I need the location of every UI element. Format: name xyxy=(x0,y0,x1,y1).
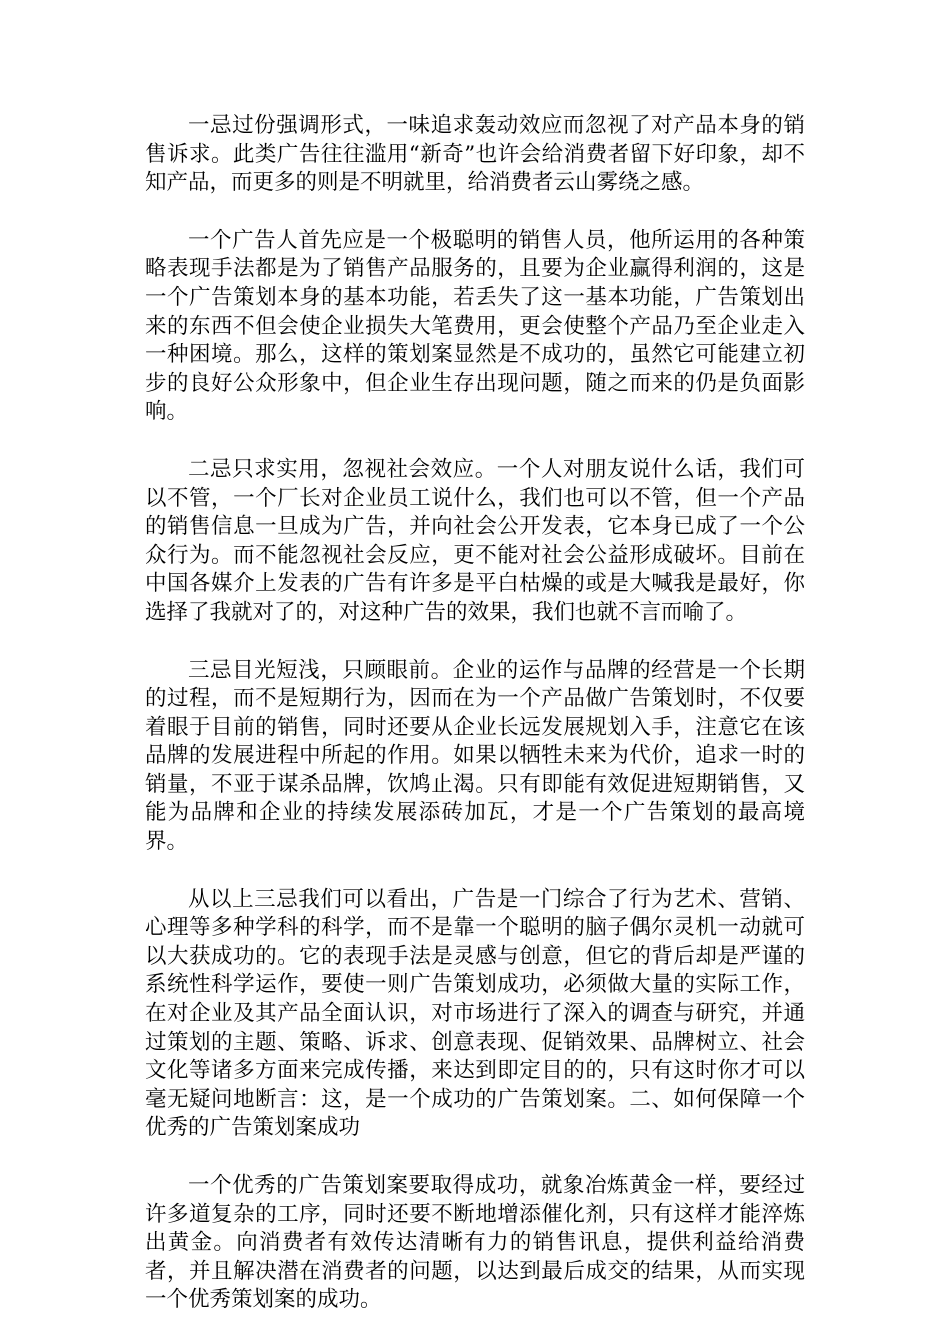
paragraph-1: 一忌过份强调形式，一味追求轰动效应而忽视了对产品本身的销售诉求。此类广告往往滥用“新奇”也许会给消费者留下好印象，却不知产品，而更多的则是不明就里，给消费者云山雾绕之感。 xyxy=(145,113,805,196)
paragraph-3: 二忌只求实用，忽视社会效应。一个人对朋友说什么话，我们可以不管，一个厂长对企业员工说什么，我们也可以不管，但一个产品的销售信息一旦成为广告，并向社会公开发表，它本身已成了一个公众行为。而不能忽视社会反应，更不能对社会公益形成破坏。目前在中国各媒介上发表的广告有许多是平白枯燥的或是大喊我是最好，你选择了我就对了的，对这种广告的效果，我们也就不言而喻了。 xyxy=(145,456,805,625)
document-body xyxy=(145,112,805,1344)
paragraph-6: 一个优秀的广告策划案要取得成功，就象冶炼黄金一样，要经过许多道复杂的工序，同时还要不断地增添催化剂，只有这样才能淬炼出黄金。向消费者有效传达清晰有力的销售讯息，提供利益给消费者，并且解决潜在消费者的问题，以达到最后成交的结果，从而实现一个优秀策划案的成功。 xyxy=(145,1173,805,1313)
paragraph-2: 一个广告人首先应是一个极聪明的销售人员，他所运用的各种策略表现手法都是为了销售产品服务的，且要为企业赢得利润的，这是一个广告策划本身的基本功能，若丢失了这一基本功能，广告策划出来的东西不但会使企业损失大笔费用，更会使整个产品乃至企业走入一种困境。那么，这样的策划案显然是不成功的，虽然它可能建立初步的良好公众形象中，但企业生存出现问题，随之而来的仍是负面影响。 xyxy=(145,227,805,425)
paragraph-5: 从以上三忌我们可以看出，广告是一门综合了行为艺术、营销、心理等多种学科的科学，而不是靠一个聪明的脑子偶尔灵机一动就可以大获成功的。它的表现手法是灵感与创意，但它的背后却是严谨的系统性科学运作，要使一则广告策划成功，必须做大量的实际工作，在对企业及其产品全面认识，对市场进行了深入的调查与研究，并通过策划的主题、策略、诉求、创意表现、促销效果、品牌树立、社会文化等诸多方面来完成传播，来达到即定目的的，只有这时你才可以毫无疑问地断言：这，是一个成功的广告策划案。二、如何保障一个优秀的广告策划案成功 xyxy=(145,886,805,1141)
paragraph-4: 三忌目光短浅，只顾眼前。企业的运作与品牌的经营是一个长期的过程，而不是短期行为，因而在为一个产品做广告策划时，不仅要着眼于目前的销售，同时还要从企业长远发展规划入手，注意它在该品牌的发展进程中所起的作用。如果以牺牲未来为代价，追求一时的销量，不亚于谋杀品牌，饮鸠止渴。只有即能有效促进短期销售，又能为品牌和企业的持续发展添砖加瓦，才是一个广告策划的最高境界。 xyxy=(145,657,805,855)
